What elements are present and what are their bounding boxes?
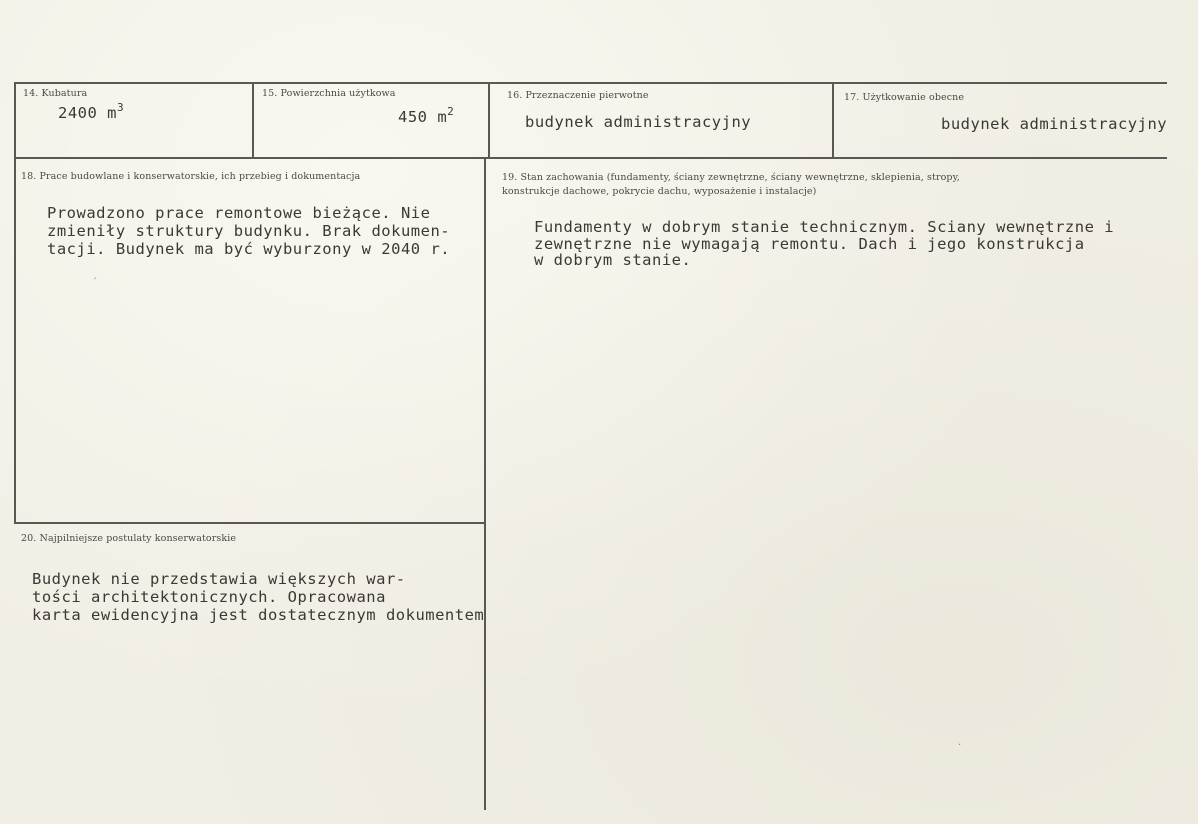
uzytkowanie-label: 17. Użytkowanie obecne: [844, 92, 965, 103]
postulaty-line: tości architektonicznych. Opracowana: [32, 588, 386, 606]
postulaty-label: 20. Najpilniejsze postulaty konserwatorskie: [21, 533, 237, 544]
top-rule: [15, 82, 1167, 84]
prace-line: tacji. Budynek ma być wyburzony w 2040 r.: [47, 240, 451, 258]
left-border: [14, 82, 16, 524]
row1-bottom-rule: [15, 157, 1167, 159]
postulaty-line: karta ewidencyjna jest dostatecznym dokumentem: [32, 606, 485, 624]
przeznaczenie-value: budynek administracyjny: [525, 113, 752, 131]
kubatura-label: 14. Kubatura: [23, 88, 88, 99]
kubatura-value: [58, 101, 125, 122]
uzytkowanie-value: budynek administracyjny: [941, 115, 1168, 133]
postulaty-line: Budynek nie przedstawia większych war-: [32, 570, 406, 588]
stan-label-line: 19. Stan zachowania (fundamenty, ściany zewnętrzne, ściany wewnętrzne, sklepienia, stropy,: [502, 172, 960, 183]
prace-line: zmieniły struktury budynku. Brak dokumen-: [47, 222, 451, 240]
stan-line: zewnętrzne nie wymagają remontu. Dach i jego konstrukcja: [534, 235, 1085, 253]
divider-16-17: [832, 82, 834, 158]
stan-label-line: konstrukcje dachowe, pokrycie dachu, wyposażenie i instalacje): [502, 186, 817, 197]
divider-18-19: [484, 158, 486, 810]
kubatura-number: 2400 m: [58, 104, 117, 122]
powierzchnia-number: 450 m: [398, 108, 448, 126]
stan-line: Fundamenty w dobrym stanie technicznym. Sciany wewnętrzne i: [534, 218, 1115, 236]
powierzchnia-label: 15. Powierzchnia użytkowa: [262, 88, 396, 99]
divider-15-16: [488, 82, 490, 158]
divider-14-15: [252, 82, 254, 158]
powierzchnia-exponent: 2: [447, 105, 455, 118]
row2-bottom-rule: [15, 522, 485, 524]
paper-speck: ´: [92, 278, 97, 289]
kubatura-exponent: 3: [117, 101, 125, 114]
prace-label: 18. Prace budowlane i konserwatorskie, ich przebieg i dokumentacja: [21, 171, 361, 182]
prace-line: Prowadzono prace remontowe bieżące. Nie: [47, 204, 431, 222]
stan-line: w dobrym stanie.: [534, 251, 692, 269]
przeznaczenie-label: 16. Przeznaczenie pierwotne: [507, 90, 649, 101]
powierzchnia-value: [398, 105, 455, 126]
paper-speck: ·: [958, 740, 962, 751]
